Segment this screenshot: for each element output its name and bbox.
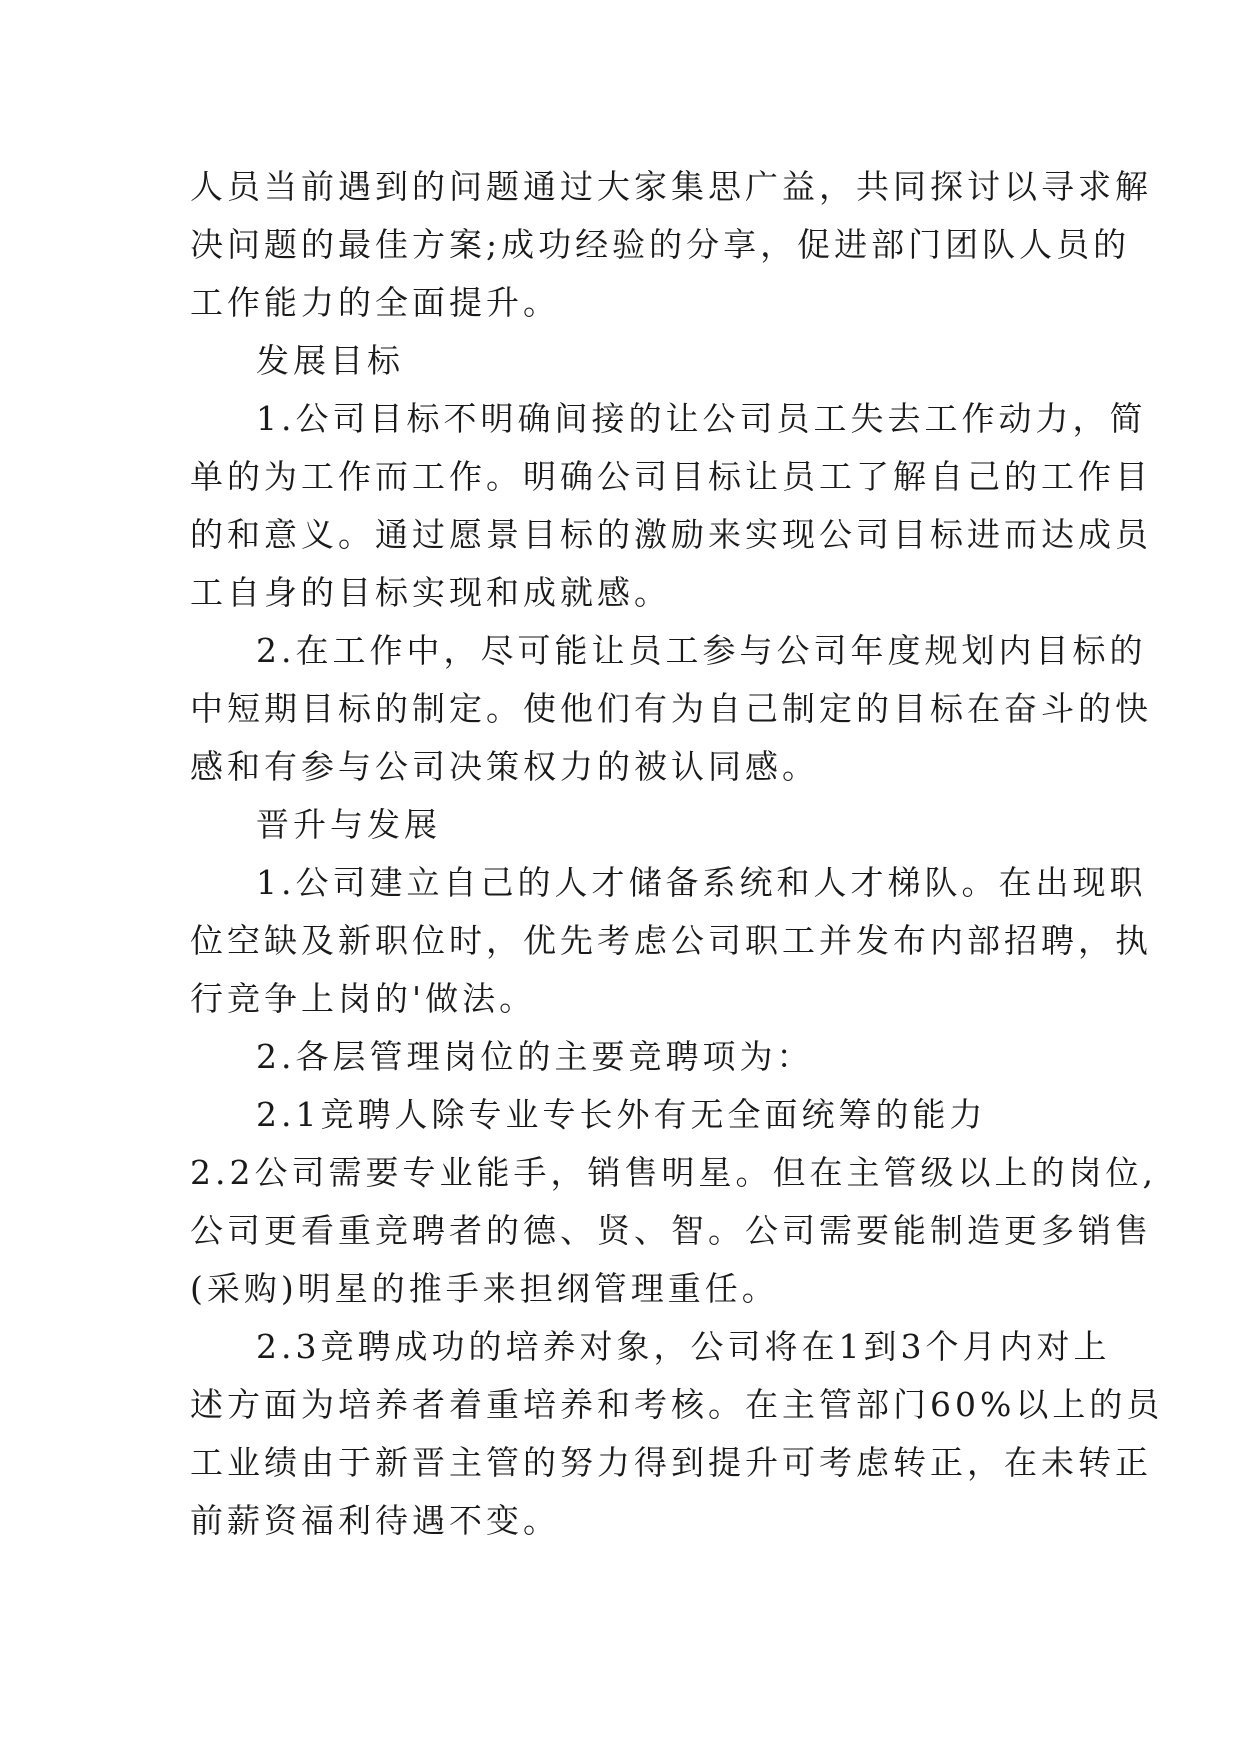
section-heading-promotion: 晋升与发展 <box>256 805 441 844</box>
paragraph-line: (采购)明星的推手来担纲管理重任。 <box>190 1269 779 1308</box>
paragraph-line: 工业绩由于新晋主管的努力得到提升可考虑转正，在未转正 <box>190 1443 1152 1482</box>
paragraph-line: 工作能力的全面提升。 <box>190 283 560 322</box>
paragraph-line: 人员当前遇到的问题通过大家集思广益，共同探讨以寻求解 <box>190 167 1152 206</box>
list-item: 1.公司建立自己的人才储备系统和人才梯队。在出现职 <box>256 863 1147 902</box>
list-item: 2.各层管理岗位的主要竞聘项为： <box>256 1037 814 1076</box>
paragraph-line: 公司更看重竞聘者的德、贤、智。公司需要能制造更多销售 <box>190 1211 1152 1250</box>
paragraph-line: 单的为工作而工作。明确公司目标让员工了解自己的工作目 <box>190 457 1152 496</box>
paragraph-line: 决问题的最佳方案;成功经验的分享，促进部门团队人员的 <box>190 225 1131 264</box>
paragraph-line: 的和意义。通过愿景目标的激励来实现公司目标进而达成员 <box>190 515 1152 554</box>
paragraph-line: 前薪资福利待遇不变。 <box>190 1501 560 1540</box>
paragraph-line: 工自身的目标实现和成就感。 <box>190 573 671 612</box>
section-heading-goals: 发展目标 <box>256 341 404 380</box>
list-item: 2.3竞聘成功的培养对象，公司将在1到3个月内对上 <box>256 1327 1111 1366</box>
paragraph-line: 位空缺及新职位时，优先考虑公司职工并发布内部招聘，执 <box>190 921 1152 960</box>
paragraph-line: 感和有参与公司决策权力的被认同感。 <box>190 747 819 786</box>
list-item: 2.1竞聘人除专业专长外有无全面统筹的能力 <box>256 1095 987 1134</box>
paragraph-line: 中短期目标的制定。使他们有为自己制定的目标在奋斗的快 <box>190 689 1152 728</box>
paragraph-line: 行竞争上岗的'做法。 <box>190 979 537 1018</box>
paragraph-line: 述方面为培养者着重培养和考核。在主管部门60%以上的员 <box>190 1385 1164 1424</box>
list-item: 2.在工作中，尽可能让员工参与公司年度规划内目标的 <box>256 631 1147 670</box>
list-item: 2.2公司需要专业能手，销售明星。但在主管级以上的岗位, <box>190 1153 1157 1192</box>
list-item: 1.公司目标不明确间接的让公司员工失去工作动力，简 <box>256 399 1147 438</box>
body-text <box>190 158 1164 1550</box>
